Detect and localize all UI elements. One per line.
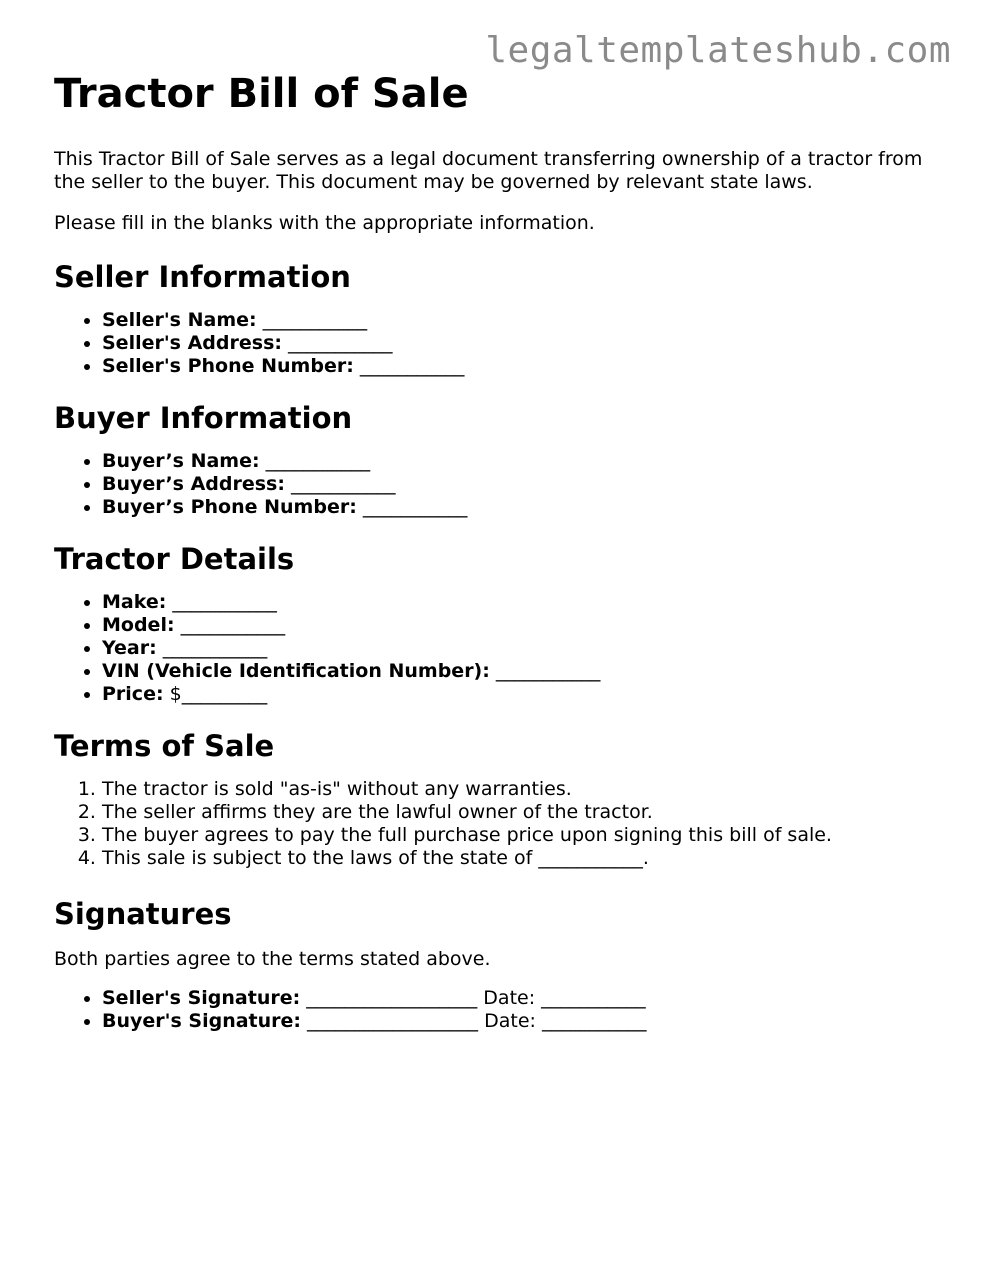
list-item bbox=[102, 614, 934, 637]
buyer-heading: Buyer Information bbox=[54, 401, 353, 435]
tractor-list bbox=[54, 591, 934, 706]
seller-list bbox=[54, 309, 934, 378]
list-item bbox=[102, 309, 934, 332]
list-item bbox=[102, 450, 934, 473]
page-title: Tractor Bill of Sale bbox=[54, 71, 469, 117]
list-item bbox=[102, 496, 934, 519]
watermark: legaltemplateshub.com bbox=[485, 30, 951, 71]
list-item: 2. The seller affirms they are the lawful owner of the tractor. bbox=[102, 801, 934, 824]
signatures-heading: Signatures bbox=[54, 897, 232, 931]
field-label: Seller's Name: bbox=[102, 309, 257, 331]
date-label: Date: bbox=[483, 987, 536, 1009]
field-label: Year: bbox=[102, 637, 157, 659]
list-item bbox=[102, 355, 934, 378]
terms-heading: Terms of Sale bbox=[54, 729, 275, 763]
list-item: 4. This sale is subject to the laws of the state of ___________. bbox=[102, 847, 934, 870]
field-label: Buyer’s Phone Number: bbox=[102, 496, 357, 518]
signatures-text: Both parties agree to the terms stated above. bbox=[54, 948, 491, 970]
field-label: Price: bbox=[102, 683, 164, 705]
terms-list bbox=[54, 778, 934, 870]
field-blank: ___________ bbox=[172, 591, 277, 613]
tractor-heading: Tractor Details bbox=[54, 542, 295, 576]
field-label: Buyer’s Address: bbox=[102, 473, 285, 495]
field-blank: ___________ bbox=[362, 496, 468, 518]
signature-blank: __________________ bbox=[307, 1010, 479, 1032]
list-item bbox=[102, 591, 934, 614]
field-blank: ___________ bbox=[359, 355, 465, 377]
field-label: Seller's Signature: bbox=[102, 987, 301, 1009]
signature-blank: __________________ bbox=[306, 987, 478, 1009]
field-label: Buyer’s Name: bbox=[102, 450, 260, 472]
field-blank: ___________ bbox=[265, 450, 371, 472]
list-item bbox=[102, 987, 934, 1010]
list-item bbox=[102, 683, 934, 706]
field-blank: ___________ bbox=[495, 660, 601, 682]
field-label: Model: bbox=[102, 614, 175, 636]
field-label: Seller's Phone Number: bbox=[102, 355, 354, 377]
field-blank: $_________ bbox=[169, 683, 268, 705]
field-label: Seller's Address: bbox=[102, 332, 282, 354]
instruction-paragraph: Please fill in the blanks with the appropriate information. bbox=[54, 212, 595, 234]
date-blank: ___________ bbox=[541, 987, 646, 1009]
date-blank: ___________ bbox=[541, 1010, 647, 1032]
field-label: Buyer's Signature: bbox=[102, 1010, 301, 1032]
field-label: Make: bbox=[102, 591, 167, 613]
field-blank: ___________ bbox=[291, 473, 396, 495]
field-label: VIN (Vehicle Identification Number): bbox=[102, 660, 490, 682]
list-item bbox=[102, 332, 934, 355]
date-label: Date: bbox=[484, 1010, 536, 1032]
seller-heading: Seller Information bbox=[54, 260, 351, 294]
field-blank: ___________ bbox=[162, 637, 268, 659]
list-item: 3. The buyer agrees to pay the full purchase price upon signing this bill of sale. bbox=[102, 824, 934, 847]
list-item bbox=[102, 473, 934, 496]
list-item bbox=[102, 1010, 934, 1033]
intro-paragraph: This Tractor Bill of Sale serves as a legal document transferring ownership of a tractor from the seller to the buyer. This document may be governed by relevant state laws. bbox=[54, 148, 923, 193]
field-blank: ___________ bbox=[288, 332, 393, 354]
list-item bbox=[102, 637, 934, 660]
list-item: 1. The tractor is sold "as-is" without any warranties. bbox=[102, 778, 934, 801]
buyer-list bbox=[54, 450, 934, 519]
field-blank: ___________ bbox=[262, 309, 368, 331]
signatures-list bbox=[54, 987, 934, 1033]
field-blank: ___________ bbox=[180, 614, 286, 636]
document bbox=[54, 70, 934, 1033]
list-item bbox=[102, 660, 934, 683]
